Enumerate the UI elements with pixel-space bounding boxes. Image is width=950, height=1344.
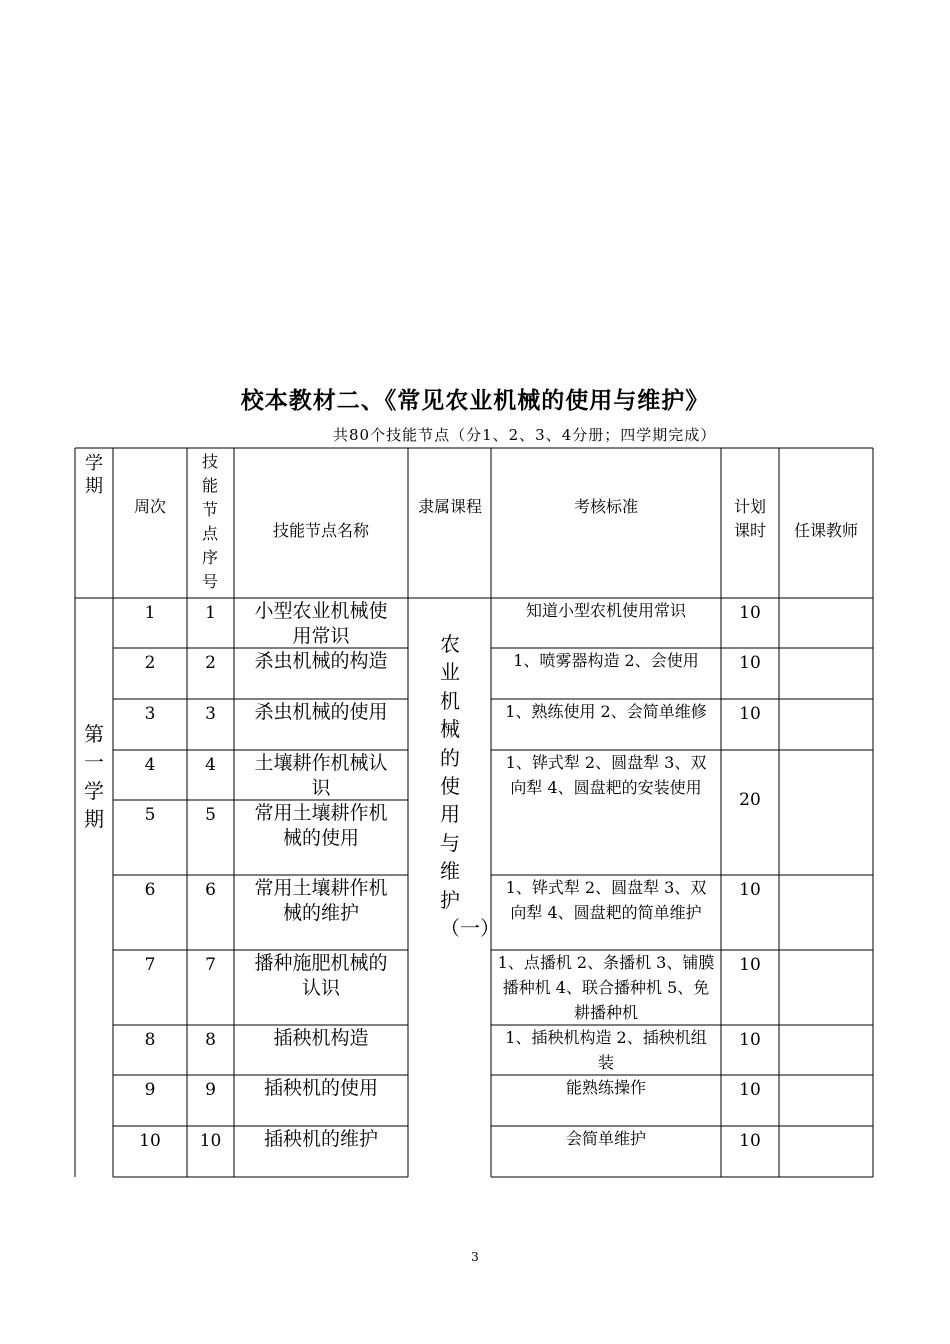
criteria-cell: 1、插秧机构造 2、插秧机组装 bbox=[505, 1028, 707, 1072]
node-cell: 6 bbox=[205, 880, 216, 900]
hours-cell: 10 bbox=[739, 704, 761, 724]
week-cell: 7 bbox=[144, 955, 156, 975]
hours-cell: 10 bbox=[739, 880, 761, 900]
week-cell: 6 bbox=[144, 880, 156, 900]
criteria-cell: 1、熟练使用 2、会简单维修 bbox=[505, 702, 707, 721]
criteria-cell: 1、铧式犁 2、圆盘犁 3、双向犁 4、圆盘耙的安装使用 bbox=[505, 753, 707, 797]
name-cell: 插秧机的使用 bbox=[263, 1077, 378, 1099]
name-cell: 播种施肥机械的认识 bbox=[254, 952, 388, 1000]
hours-cell: 10 bbox=[739, 1030, 761, 1050]
document-subtitle: 共80个技能节点（分1、2、3、4分册；四学期完成） bbox=[333, 426, 717, 444]
header-week: 周次 bbox=[133, 497, 166, 516]
node-cell: 8 bbox=[205, 1030, 216, 1050]
node-cell: 10 bbox=[199, 1131, 222, 1151]
criteria-cell: 能熟练操作 bbox=[565, 1078, 646, 1097]
week-cell: 10 bbox=[139, 1131, 161, 1151]
header-node-no: 技能节点序号 bbox=[201, 452, 218, 591]
document-title: 校本教材二、《常见农业机械的使用与维护》 bbox=[240, 387, 710, 414]
criteria-cell: 知道小型农机使用常识 bbox=[525, 601, 686, 620]
node-cell: 7 bbox=[205, 955, 216, 975]
criteria-cell: 会简单维护 bbox=[565, 1129, 646, 1148]
name-cell: 杀虫机械的构造 bbox=[254, 650, 388, 672]
hours-cell: 10 bbox=[739, 1080, 761, 1100]
header-hours: 计划课时 bbox=[733, 497, 766, 540]
course-label: 农业机械的使用与维护（一） bbox=[440, 632, 500, 940]
node-cell: 1 bbox=[205, 603, 216, 623]
header-semester: 学期 bbox=[85, 453, 103, 498]
node-cell: 2 bbox=[205, 653, 216, 673]
name-cell: 小型农业机械使用常识 bbox=[254, 600, 388, 648]
criteria-cell: 1、点播机 2、条播机 3、铺膜播种机 4、联合播种机 5、免耕播种机 bbox=[497, 953, 715, 1022]
week-cell: 3 bbox=[144, 704, 156, 724]
header-node-name: 技能节点名称 bbox=[272, 521, 369, 540]
week-cell: 9 bbox=[144, 1080, 156, 1100]
header-teacher: 任课教师 bbox=[793, 521, 858, 540]
hours-cell: 10 bbox=[739, 955, 761, 975]
week-cell: 8 bbox=[144, 1030, 156, 1050]
hours-cell: 10 bbox=[739, 1131, 761, 1151]
page-number: 3 bbox=[471, 1250, 479, 1264]
week-cell: 5 bbox=[144, 805, 156, 825]
name-cell: 杀虫机械的使用 bbox=[254, 701, 388, 723]
criteria-cell: 1、喷雾器构造 2、会使用 bbox=[513, 651, 699, 670]
hours-cell: 20 bbox=[739, 790, 761, 810]
header-course: 隶属课程 bbox=[417, 497, 482, 516]
week-cell: 1 bbox=[144, 603, 156, 623]
hours-cell: 10 bbox=[739, 603, 761, 623]
name-cell: 土壤耕作机械认识 bbox=[254, 752, 388, 800]
name-cell: 插秧机构造 bbox=[273, 1027, 369, 1049]
node-cell: 5 bbox=[205, 805, 216, 825]
node-cell: 3 bbox=[205, 704, 216, 724]
node-cell: 4 bbox=[205, 755, 216, 775]
node-cell: 9 bbox=[205, 1080, 216, 1100]
semester-label: 第一学期 bbox=[84, 722, 104, 832]
hours-cell: 10 bbox=[739, 653, 761, 673]
name-cell: 常用土壤耕作机械的维护 bbox=[254, 877, 388, 925]
name-cell: 插秧机的维护 bbox=[263, 1128, 378, 1150]
criteria-cell: 1、铧式犁 2、圆盘犁 3、双向犁 4、圆盘耙的简单维护 bbox=[505, 878, 707, 922]
header-criteria: 考核标准 bbox=[573, 497, 638, 516]
name-cell: 常用土壤耕作机械的使用 bbox=[254, 802, 388, 850]
week-cell: 4 bbox=[144, 755, 156, 775]
week-cell: 2 bbox=[144, 653, 156, 673]
